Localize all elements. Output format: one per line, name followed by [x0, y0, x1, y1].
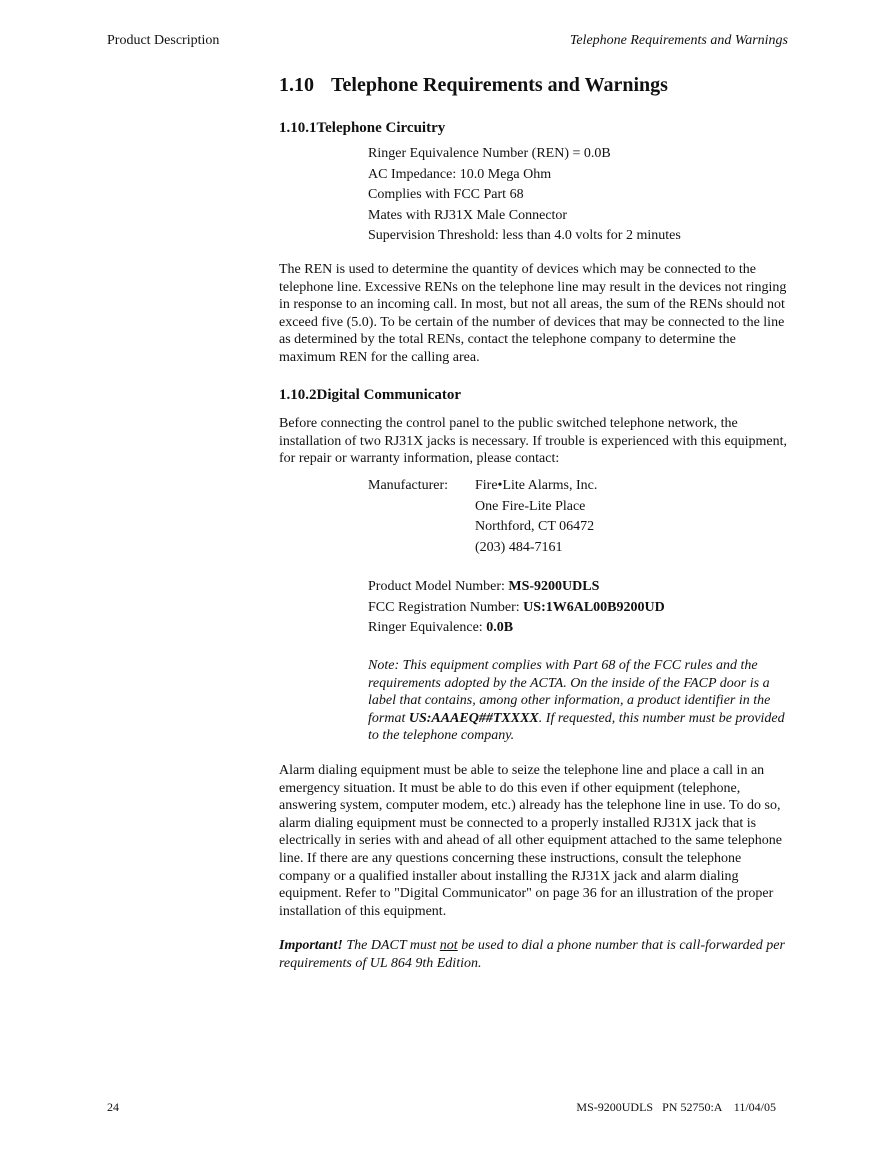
ringer-equivalence-line: Ringer Equivalence: 0.0B [368, 620, 514, 635]
subsection-heading-communicator [279, 387, 461, 404]
ren-paragraph: The REN is used to determine the quantity of devices which may be connected to the telephone line. Excessive RENs on the telephone line may result in the devices not ringing in response to an incoming call. In most, but not all areas, the sum of the RENs should not exceed five (5.0). To be certain of the number of devices that may be connected to the line as determined by the total RENs, contact the telephone company to determine the maximum REN for the calling area. [279, 262, 787, 365]
fcc-registration-value: US:1W6AL00B9200UD [523, 599, 665, 615]
spec-item: Mates with RJ31X Male Connector [368, 207, 568, 223]
subsection-heading-circuitry [279, 120, 445, 137]
subsection-number: 1.10.2 [279, 387, 317, 403]
manufacturer-line: Northford, CT 06472 [475, 519, 595, 534]
important-notice: Important! The DACT must not be used to dial a phone number that is call-forwarded per requirements of UL 864 9th Edition. [279, 938, 785, 971]
registration-block [368, 577, 665, 639]
document-id: MS-9200UDLS PN 52750:A 11/04/05 [576, 1100, 776, 1114]
spec-item: Ringer Equivalence Number (REN) = 0.0B [368, 146, 611, 161]
manufacturer-address [475, 476, 597, 558]
manufacturer-line: (203) 484-7161 [475, 539, 563, 555]
communicator-intro-paragraph: Before connecting the control panel to the public switched telephone network, the installation of two RJ31X jacks is necessary. If trouble is experienced with this equipment, for repair or warranty information, please contact: [279, 416, 788, 467]
subsection-title: Digital Communicator [316, 387, 462, 403]
ringer-equivalence-value: 0.0B [486, 620, 514, 635]
subsection-number: 1.10.1 [279, 120, 317, 136]
emphasis-not: not [439, 938, 458, 953]
spec-item: Complies with FCC Part 68 [368, 187, 524, 202]
running-header-left: Product Description [107, 33, 220, 48]
fcc-registration-line: FCC Registration Number: US:1W6AL00B9200UD [368, 599, 665, 615]
model-number-value: MS-9200UDLS [508, 579, 600, 594]
subsection-title: Telephone Circuitry [316, 120, 446, 136]
section-number: 1.10 [279, 74, 314, 96]
alarm-dialing-paragraph: Alarm dialing equipment must be able to seize the telephone line and place a call in an emergency situation. It must be able to do this even if other equipment (telephone, answering system, computer modem, etc.) already has the telephone line in use. To do so, alarm dialing equipment must be connected to a properly installed RJ31X jack that is electrically in series with and ahead of all other equipment attached to the same telephone line. If there are any questions concerning these instructions, consult the telephone company or a qualified installer about installing the RJ31X jack and alarm dialing equipment. Refer to "Digital Communicator" on page 36 for an illustration of the proper installation of this equipment. [279, 763, 783, 919]
section-title: Telephone Requirements and Warnings [331, 74, 668, 96]
manufacturer-line: Fire•Lite Alarms, Inc. [475, 478, 598, 493]
spec-item: AC Impedance: 10.0 Mega Ohm [368, 166, 552, 182]
important-label: Important! [279, 938, 343, 953]
manufacturer-line: One Fire-Lite Place [475, 498, 586, 514]
page-number: 24 [107, 1100, 119, 1114]
circuitry-spec-list [368, 144, 681, 247]
product-identifier-format: US:AAAEQ##TXXXX [408, 710, 539, 726]
running-header-right: Telephone Requirements and Warnings [569, 33, 788, 48]
model-number-line: Product Model Number: MS-9200UDLS [368, 579, 600, 594]
section-heading [279, 74, 668, 97]
manufacturer-label: Manufacturer: [368, 478, 449, 493]
spec-item: Supervision Threshold: less than 4.0 volts for 2 minutes [368, 228, 681, 243]
fcc-note: Note: This equipment complies with Part 68 of the FCC rules and the requirements adopted by the ACTA. On the inside of the FACP door is a label that contains, among other information, a product identifier in the format US:AAAEQ##TXXXX. If requested, this number must be provided to the telephone company. [368, 658, 785, 744]
